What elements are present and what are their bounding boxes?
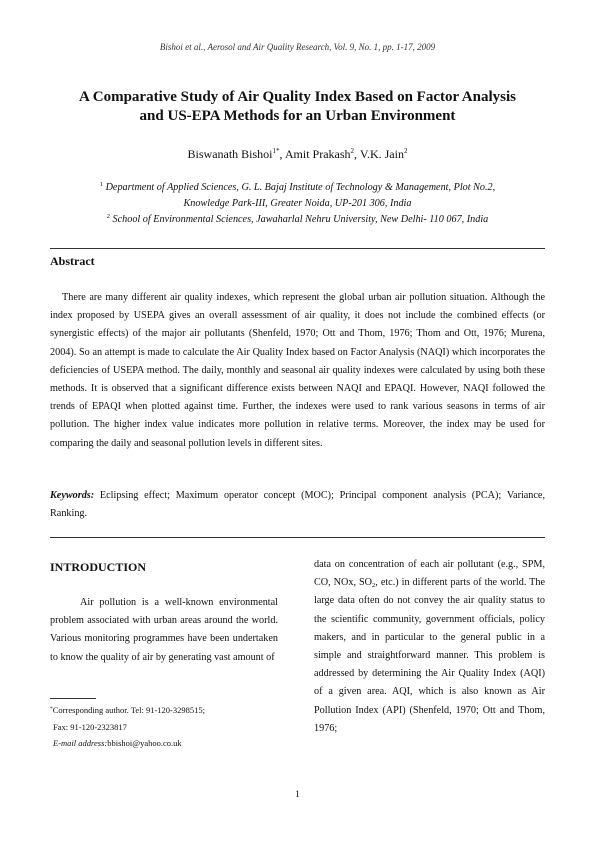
- introduction-right-column: [314, 556, 545, 738]
- affiliation-2-marker: 2: [106, 213, 110, 220]
- title-line-1: A Comparative Study of Air Quality Index Based on Factor Analysis: [79, 89, 516, 105]
- footnote-corresponding-text: Corresponding author. Tel: 91-120-3298515;: [52, 705, 205, 715]
- so2-subscript: 2: [372, 582, 376, 590]
- footnote-email-label: E-mail address:: [53, 738, 108, 748]
- author-separator: ,: [354, 147, 360, 161]
- intro-right-part-1: data on concentration of each air pollutant (e.g., SPM, CO, NOx, SO: [314, 559, 545, 589]
- footnotes: [50, 702, 290, 752]
- keywords-text: Eclipsing effect; Maximum operator concept (MOC); Principal component analysis (PCA); Variance, Ranking.: [50, 490, 545, 520]
- abstract-heading: Abstract: [50, 254, 95, 268]
- affiliation-2-text: School of Environmental Sciences, Jawaharlal Nehru University, New Delhi- 110 067, India: [109, 214, 489, 225]
- author-list: [0, 147, 595, 162]
- footnote-corresponding: [50, 702, 290, 719]
- affiliation-2: [40, 212, 555, 228]
- footnote-fax: Fax: 91-120-2323817: [53, 721, 127, 732]
- divider-bottom: [50, 537, 545, 538]
- introduction-heading: INTRODUCTION: [50, 560, 147, 574]
- introduction-left-column: Air pollution is a well-known environmental problem associated with urban areas around the world. Various monitoring programmes have been undertaken to know the quality of air by generating vast amount of: [50, 597, 278, 663]
- affiliations: [40, 180, 555, 228]
- journal-citation: Bishoi et al., Aerosol and Air Quality Research, Vol. 9, No. 1, pp. 1-17, 2009: [159, 42, 436, 52]
- keywords-label: Keywords:: [50, 490, 95, 501]
- divider-top: [50, 248, 545, 249]
- author-2-marker: 2: [350, 147, 355, 155]
- footnote-email: [50, 735, 290, 752]
- affiliation-1-marker: 1: [99, 181, 104, 188]
- title-line-2: and US-EPA Methods for an Urban Environment: [139, 108, 456, 124]
- keywords: [50, 487, 545, 523]
- paper-title: [40, 88, 555, 126]
- affiliation-1-line-2: Knowledge Park-III, Greater Noida, UP-201 306, India: [183, 198, 412, 209]
- affiliation-1: [40, 180, 555, 196]
- author-1: Biswanath Bishoi: [187, 147, 273, 161]
- affiliation-1-line-1: Department of Applied Sciences, G. L. Bajaj Institute of Technology & Management, Plot No.2,: [103, 182, 496, 193]
- author-2: Amit Prakash: [284, 147, 351, 161]
- author-separator: ,: [279, 147, 285, 161]
- author-1-marker: 1*: [272, 147, 280, 155]
- abstract-text: There are many different air quality indexes, which represent the global urban air pollution situation. Although the index proposed by USEPA gives an overall assessment of air quality, it does not include the combined effects (or synergistic effects) of the major air pollutants (Shenfeld, 1970; Ott and Thom, 1976; Thom and Ott, 1976; Murena, 2004). So an attempt is made to calculate the Air Quality Index based on Factor Analysis (NAQI) which incorporates the deficiencies of USEPA method. The daily, monthly and seasonal air quality indexes were calculated by using both these methods. It is observed that a significant difference exists between NAQI and EPAQI. However, NAQI followed the trends of EPAQI when plotted against time. Further, the indexes were used to rank various seasons in terms of air pollution. The higher index value indicates more pollution in relative terms. Moreover, the index may be used for comparing the daily and seasonal pollution levels in different sites.: [50, 292, 545, 449]
- author-3-marker: 2: [403, 147, 408, 155]
- footnote-email-address[interactable]: bbishoi@yahoo.co.uk: [107, 738, 182, 748]
- page-number: 1: [295, 790, 300, 800]
- footnote-marker: *: [50, 706, 53, 712]
- author-3: V.K. Jain: [359, 147, 404, 161]
- intro-right-part-2: , etc.) in different parts of the world. The large data often do not convey the air quality status to the scientific community, government officials, policy makers, and in particular to the general public in a simple and straightforward manner. This problem is addressed by determining the Air Quality Index (AQI) of a given area. AQI, which is also known as Air Pollution Index (API) (Shenfeld, 1970; Ott and Thom, 1976;: [314, 577, 546, 734]
- footnote-rule: [50, 698, 96, 699]
